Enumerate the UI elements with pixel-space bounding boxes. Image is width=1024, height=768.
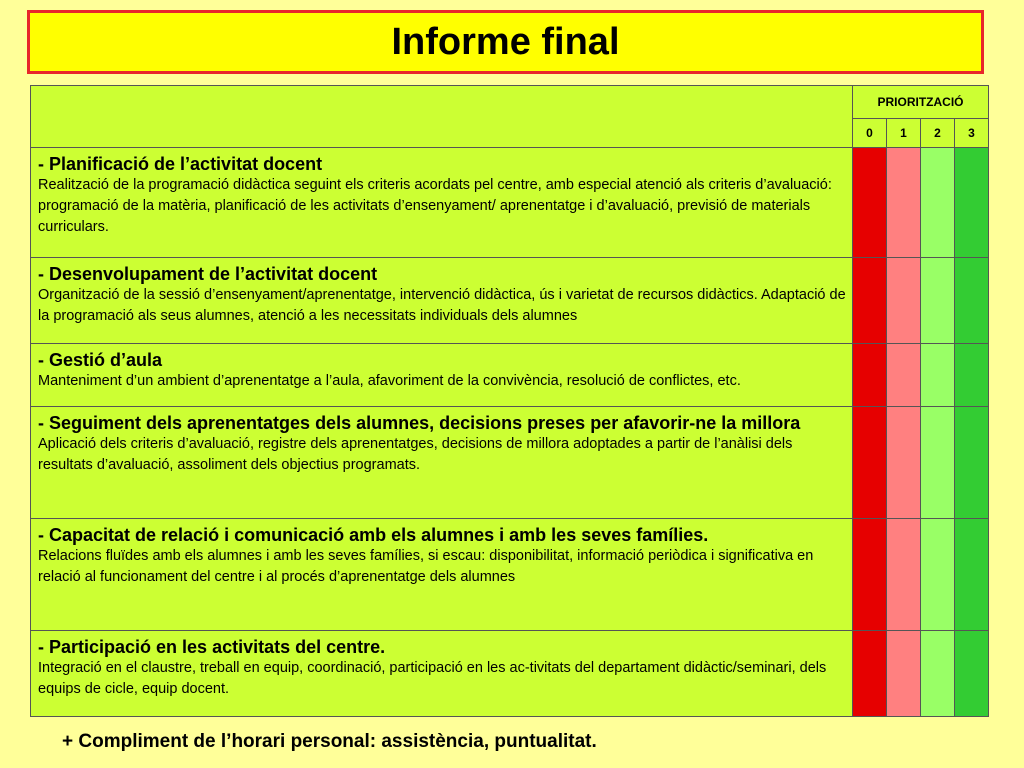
- priority-cell-2[interactable]: [921, 519, 955, 631]
- item-description-cell: [31, 519, 853, 631]
- prioritization-header: PRIORITZACIÓ: [853, 86, 989, 119]
- table-row: [31, 148, 989, 258]
- table-row: [31, 407, 989, 519]
- item-description-cell: [31, 258, 853, 344]
- level-header-3: 3: [955, 119, 989, 148]
- priority-cell-1[interactable]: [887, 148, 921, 258]
- item-body: Realització de la programació didàctica seguint els criteris acordats pel centre, amb especial atenció als criteris d’avaluació: programació de la matèria, planificació de les activitats d’ensenyament/ aprenentatge i d’avaluació, previsió de materials curriculars.: [38, 177, 832, 235]
- footer-note: + Compliment de l’horari personal: assistència, puntualitat.: [62, 731, 597, 752]
- priority-cell-2[interactable]: [921, 407, 955, 519]
- priority-cell-0[interactable]: [853, 258, 887, 344]
- item-body: Relacions fluïdes amb els alumnes i amb les seves famílies, si escau: disponibilitat, informació periòdica i significativa en relació al funcionament del centre i al procés d’aprenentatge dels alumnes: [38, 548, 814, 585]
- priority-cell-1[interactable]: [887, 519, 921, 631]
- item-title: - Seguiment dels aprenentatges dels alumnes, decisions preses per afavorir-ne la millora: [38, 413, 801, 433]
- table-row: [31, 631, 989, 717]
- priority-cell-3[interactable]: [955, 258, 989, 344]
- table-row: [31, 519, 989, 631]
- priority-cell-3[interactable]: [955, 148, 989, 258]
- priority-cell-2[interactable]: [921, 631, 955, 717]
- priority-cell-0[interactable]: [853, 344, 887, 407]
- item-title: - Planificació de l’activitat docent: [38, 154, 323, 174]
- priority-cell-1[interactable]: [887, 631, 921, 717]
- priority-cell-3[interactable]: [955, 519, 989, 631]
- item-title: - Desenvolupament de l’activitat docent: [38, 264, 378, 284]
- header-blank-cell: [31, 86, 853, 148]
- priority-cell-2[interactable]: [921, 344, 955, 407]
- page-title: Informe final: [391, 20, 620, 63]
- title-banner: [27, 10, 984, 74]
- item-description-cell: [31, 407, 853, 519]
- evaluation-table: [30, 85, 989, 717]
- priority-cell-0[interactable]: [853, 631, 887, 717]
- priority-cell-1[interactable]: [887, 258, 921, 344]
- header-row-prioritization: [31, 86, 989, 119]
- priority-cell-3[interactable]: [955, 344, 989, 407]
- priority-cell-2[interactable]: [921, 148, 955, 258]
- priority-cell-3[interactable]: [955, 631, 989, 717]
- priority-cell-2[interactable]: [921, 258, 955, 344]
- item-title: - Gestió d’aula: [38, 350, 163, 370]
- item-description-cell: [31, 344, 853, 407]
- level-header-2: 2: [921, 119, 955, 148]
- priority-cell-0[interactable]: [853, 148, 887, 258]
- priority-cell-1[interactable]: [887, 344, 921, 407]
- level-header-0: 0: [853, 119, 887, 148]
- item-title: - Participació en les activitats del centre.: [38, 637, 386, 657]
- item-body: Integració en el claustre, treball en equip, coordinació, participació en les ac-tivitats del departament didàctic/seminari, dels equips de cicle, equip docent.: [38, 660, 827, 697]
- item-description-cell: [31, 631, 853, 717]
- priority-cell-1[interactable]: [887, 407, 921, 519]
- table-row: [31, 344, 989, 407]
- priority-cell-3[interactable]: [955, 407, 989, 519]
- item-body: Organització de la sessió d’ensenyament/aprenentatge, intervenció didàctica, ús i varietat de recursos didàctics. Adaptació de la programació als seus alumnes, atenció a les necessitats individuals dels alumnes: [38, 287, 846, 324]
- item-title: - Capacitat de relació i comunicació amb els alumnes i amb les seves famílies.: [38, 525, 709, 545]
- item-body: Aplicació dels criteris d’avaluació, registre dels aprenentatges, decisions de millora adoptades a partir de l’anàlisi dels resultats d’avaluació, assoliment dels objectius programats.: [38, 436, 793, 473]
- priority-cell-0[interactable]: [853, 407, 887, 519]
- item-description-cell: [31, 148, 853, 258]
- item-body: Manteniment d’un ambient d’aprenentatge a l’aula, afavoriment de la convivència, resolució de conflictes, etc.: [38, 373, 741, 389]
- table-row: [31, 258, 989, 344]
- level-header-1: 1: [887, 119, 921, 148]
- priority-cell-0[interactable]: [853, 519, 887, 631]
